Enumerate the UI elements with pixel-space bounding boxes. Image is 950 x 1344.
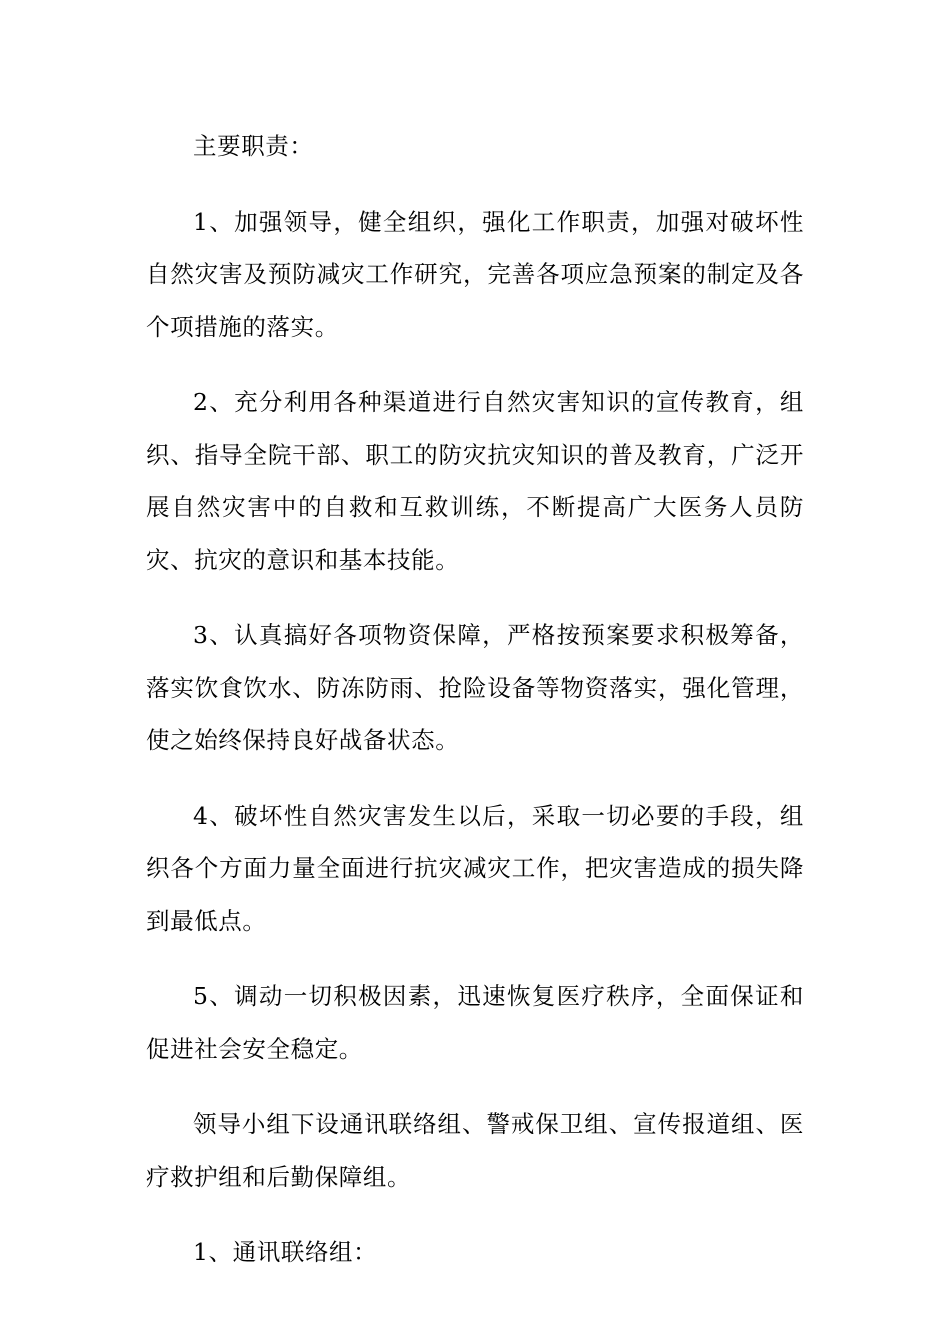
duty-item-5: 5、调动一切积极因素，迅速恢复医疗秩序，全面保证和促进社会安全稳定。	[146, 982, 804, 1063]
subgroups-paragraph: 领导小组下设通讯联络组、警戒保卫组、宣传报道组、医疗救护组和后勤保障组。	[146, 1110, 804, 1191]
duty-item-2: 2、充分利用各种渠道进行自然灾害知识的宣传教育，组织、指导全院干部、职工的防灾抗灾知识的普及教育，广泛开展自然灾害中的自救和互救训练，不断提高广大医务人员防灾、抗灾的意识和基本技能。	[146, 388, 804, 574]
duty-item-1: 1、加强领导，健全组织，强化工作职责，加强对破坏性自然灾害及预防减灾工作研究，完善各项应急预案的制定及各个项措施的落实。	[146, 207, 804, 341]
heading-main-duties: 主要职责：	[193, 132, 314, 160]
duty-item-4: 4、破坏性自然灾害发生以后，采取一切必要的手段，组织各个方面力量全面进行抗灾减灾工作，把灾害造成的损失降到最低点。	[146, 801, 804, 935]
duty-item-3: 3、认真搞好各项物资保障，严格按预案要求积极筹备，落实饮食饮水、防冻防雨、抢险设备等物资落实，强化管理，使之始终保持良好战备状态。	[146, 621, 804, 754]
subgroup-heading-communication: 1、通讯联络组：	[193, 1238, 378, 1266]
